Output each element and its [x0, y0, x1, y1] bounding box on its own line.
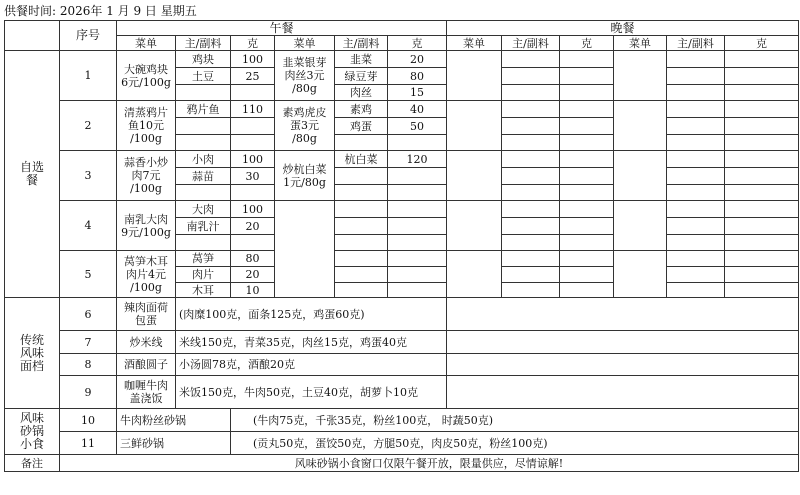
dinner-dish-cell [614, 51, 667, 101]
ingredient-name: 蒜苗 [176, 168, 231, 185]
gram-header: 克 [560, 36, 614, 51]
dinner-ingredient-cell [667, 185, 725, 201]
dinner-dish-cell [447, 151, 502, 201]
ingredient-name: 鸡蛋 [335, 118, 388, 135]
ingredient-grams [231, 118, 275, 135]
dinner-ingredient-cell [502, 51, 560, 68]
dish-name: 炒杭白菜 1元/80g [275, 151, 335, 201]
item-number: 6 [60, 298, 117, 331]
dinner-ingredient-cell [502, 251, 560, 267]
dish-description: (肉糜100克，面条125克，鸡蛋60克) [176, 298, 447, 331]
item-number: 8 [60, 354, 117, 376]
ingredient-name [335, 267, 388, 283]
dinner-gram-cell [560, 235, 614, 251]
dish-header: 菜单 [275, 36, 335, 51]
dinner-gram-cell [560, 68, 614, 85]
dish-description: 米饭150克，牛肉50克，土豆40克，胡萝卜10克 [176, 376, 447, 409]
dish-name: 素鸡虎皮 蛋3元 /80g [275, 101, 335, 151]
section-label-zixuan: 自选 餐 [5, 51, 60, 298]
ingredient-name: 韭菜 [335, 51, 388, 68]
dish-name: 蒜香小炒 肉7元 /100g [117, 151, 176, 201]
ingredient-grams: 20 [231, 218, 275, 235]
ingredient-name: 肉片 [176, 267, 231, 283]
dish-header: 菜单 [117, 36, 176, 51]
item-number: 9 [60, 376, 117, 409]
main-side-header: 主/副料 [667, 36, 725, 51]
ingredient-name: 土豆 [176, 68, 231, 85]
dinner-ingredient-cell [502, 85, 560, 101]
ingredient-name: 肉丝 [335, 85, 388, 101]
dinner-ingredient-cell [667, 283, 725, 298]
ingredient-grams: 20 [231, 267, 275, 283]
ingredient-grams: 50 [388, 118, 447, 135]
ingredient-name [335, 185, 388, 201]
item-number: 4 [60, 201, 117, 251]
ingredient-grams: 120 [388, 151, 447, 168]
gram-header: 克 [388, 36, 447, 51]
remark-text: 风味砂锅小食窗口仅限午餐开放，限量供应，尽情谅解! [60, 455, 799, 472]
dinner-gram-cell [725, 251, 799, 267]
menu-table [4, 20, 799, 472]
ingredient-name: 鸦片鱼 [176, 101, 231, 118]
dinner-dish-cell [614, 201, 667, 251]
dinner-ingredient-cell [667, 168, 725, 185]
dinner-dish-cell [447, 201, 502, 251]
ingredient-name [335, 168, 388, 185]
ingredient-grams: 100 [231, 201, 275, 218]
dinner-gram-cell [560, 135, 614, 151]
dinner-ingredient-cell [502, 218, 560, 235]
dinner-ingredient-cell [667, 235, 725, 251]
dinner-ingredient-cell [502, 235, 560, 251]
dish-name: 莴笋木耳 肉片4元 /100g [117, 251, 176, 298]
dinner-gram-cell [560, 51, 614, 68]
dinner-ingredient-cell [502, 68, 560, 85]
item-number: 3 [60, 151, 117, 201]
ingredient-name [335, 235, 388, 251]
dinner-gram-cell [725, 218, 799, 235]
seq-header: 序号 [60, 21, 117, 51]
dinner-ingredient-cell [667, 101, 725, 118]
dinner-ingredient-cell [502, 101, 560, 118]
empty-cell [447, 376, 799, 409]
dinner-ingredient-cell [502, 185, 560, 201]
dinner-gram-cell [725, 51, 799, 68]
empty-cell [447, 354, 799, 376]
item-number: 7 [60, 331, 117, 354]
dinner-gram-cell [560, 168, 614, 185]
ingredient-grams: 10 [231, 283, 275, 298]
item-number: 11 [60, 432, 117, 455]
ingredient-name [176, 118, 231, 135]
dinner-ingredient-cell [502, 267, 560, 283]
dinner-ingredient-cell [667, 251, 725, 267]
dinner-gram-cell [560, 251, 614, 267]
dinner-gram-cell [560, 201, 614, 218]
ingredient-name [335, 283, 388, 298]
ingredient-grams [388, 235, 447, 251]
ingredient-grams: 100 [231, 151, 275, 168]
dinner-dish-cell [614, 101, 667, 151]
dinner-gram-cell [725, 235, 799, 251]
ingredient-grams [388, 267, 447, 283]
dinner-gram-cell [725, 267, 799, 283]
dish-name: 韭菜银芽 肉丝3元 /80g [275, 51, 335, 101]
dinner-header: 晚餐 [447, 21, 799, 36]
ingredient-name: 素鸡 [335, 101, 388, 118]
ingredient-grams: 15 [388, 85, 447, 101]
item-number: 10 [60, 409, 117, 432]
lunch-header: 午餐 [117, 21, 447, 36]
dinner-dish-cell [447, 101, 502, 151]
ingredient-grams [231, 135, 275, 151]
ingredient-name [176, 85, 231, 101]
ingredient-grams: 30 [231, 168, 275, 185]
dish-header: 菜单 [447, 36, 502, 51]
ingredient-grams [388, 283, 447, 298]
main-side-header: 主/副料 [502, 36, 560, 51]
dish-name: 牛肉粉丝砂锅 [117, 409, 231, 432]
dinner-dish-cell [614, 151, 667, 201]
ingredient-name: 鸡块 [176, 51, 231, 68]
ingredient-name: 杭白菜 [335, 151, 388, 168]
dish-description: (贡丸50克，蛋饺50克，方腿50克，肉皮50克，粉丝100克) [231, 432, 799, 455]
dinner-gram-cell [725, 85, 799, 101]
dinner-ingredient-cell [667, 135, 725, 151]
ingredient-grams [231, 235, 275, 251]
ingredient-grams: 40 [388, 101, 447, 118]
gram-header: 克 [231, 36, 275, 51]
dinner-ingredient-cell [667, 51, 725, 68]
dinner-gram-cell [725, 201, 799, 218]
serving-date: 供餐时间: 2026年 1 月 9 日 星期五 [4, 4, 197, 18]
dinner-gram-cell [560, 283, 614, 298]
dish-name: 酒酿圆子 [117, 354, 176, 376]
remark-label: 备注 [5, 455, 60, 472]
dinner-gram-cell [560, 118, 614, 135]
dish-header: 菜单 [614, 36, 667, 51]
dinner-gram-cell [725, 101, 799, 118]
empty-cell [275, 201, 335, 298]
dinner-gram-cell [560, 185, 614, 201]
dinner-ingredient-cell [667, 201, 725, 218]
dinner-gram-cell [725, 68, 799, 85]
dinner-dish-cell [614, 251, 667, 298]
ingredient-name: 小肉 [176, 151, 231, 168]
ingredient-grams [231, 185, 275, 201]
ingredient-grams [388, 201, 447, 218]
ingredient-grams [388, 135, 447, 151]
dinner-ingredient-cell [502, 151, 560, 168]
dinner-dish-cell [447, 251, 502, 298]
ingredient-grams [388, 185, 447, 201]
item-number: 5 [60, 251, 117, 298]
main-side-header: 主/副料 [335, 36, 388, 51]
dinner-gram-cell [560, 85, 614, 101]
dinner-gram-cell [560, 101, 614, 118]
ingredient-name [335, 251, 388, 267]
dinner-ingredient-cell [502, 283, 560, 298]
ingredient-grams [231, 85, 275, 101]
ingredient-name: 南乳汁 [176, 218, 231, 235]
ingredient-name: 绿豆芽 [335, 68, 388, 85]
corner-cell [5, 21, 60, 51]
ingredient-name: 大肉 [176, 201, 231, 218]
dinner-gram-cell [560, 151, 614, 168]
ingredient-name [335, 135, 388, 151]
dish-name: 南乳大肉 9元/100g [117, 201, 176, 251]
ingredient-grams: 80 [388, 68, 447, 85]
ingredient-name [176, 135, 231, 151]
dish-name: 炒米线 [117, 331, 176, 354]
ingredient-grams: 20 [388, 51, 447, 68]
dinner-ingredient-cell [502, 168, 560, 185]
dish-description: 小汤圆78克，酒酿20克 [176, 354, 447, 376]
dinner-gram-cell [725, 185, 799, 201]
dish-name: 辣肉面荷 包蛋 [117, 298, 176, 331]
ingredient-grams [388, 218, 447, 235]
ingredient-name [176, 185, 231, 201]
dinner-ingredient-cell [502, 135, 560, 151]
gram-header: 克 [725, 36, 799, 51]
dish-name: 三鲜砂锅 [117, 432, 231, 455]
dish-name: 清蒸鸦片 鱼10元 /100g [117, 101, 176, 151]
ingredient-grams: 25 [231, 68, 275, 85]
dinner-ingredient-cell [502, 201, 560, 218]
ingredient-name [335, 201, 388, 218]
dinner-gram-cell [725, 135, 799, 151]
dinner-ingredient-cell [667, 267, 725, 283]
ingredient-grams [388, 168, 447, 185]
ingredient-grams [388, 251, 447, 267]
dish-name: 咖喱牛肉 盖浇饭 [117, 376, 176, 409]
dinner-ingredient-cell [667, 68, 725, 85]
ingredient-name [176, 235, 231, 251]
empty-cell [447, 331, 799, 354]
dinner-ingredient-cell [667, 118, 725, 135]
dinner-ingredient-cell [667, 151, 725, 168]
dinner-ingredient-cell [667, 218, 725, 235]
dinner-ingredient-cell [502, 118, 560, 135]
ingredient-name [335, 218, 388, 235]
ingredient-grams: 80 [231, 251, 275, 267]
section-label-casserole: 风味 砂锅 小食 [5, 409, 60, 455]
dinner-gram-cell [725, 168, 799, 185]
dinner-dish-cell [447, 51, 502, 101]
main-side-header: 主/副料 [176, 36, 231, 51]
ingredient-name: 莴笋 [176, 251, 231, 267]
item-number: 2 [60, 101, 117, 151]
section-label-noodles: 传统 风味 面档 [5, 298, 60, 409]
ingredient-grams: 110 [231, 101, 275, 118]
dinner-gram-cell [560, 218, 614, 235]
dinner-gram-cell [725, 151, 799, 168]
empty-cell [447, 298, 799, 331]
ingredient-grams: 100 [231, 51, 275, 68]
dinner-ingredient-cell [667, 85, 725, 101]
dinner-gram-cell [725, 283, 799, 298]
ingredient-name: 木耳 [176, 283, 231, 298]
dish-name: 大碗鸡块 6元/100g [117, 51, 176, 101]
dish-description: 米线150克，青菜35克，肉丝15克，鸡蛋40克 [176, 331, 447, 354]
item-number: 1 [60, 51, 117, 101]
dish-description: (牛肉75克，千张35克，粉丝100克， 时蔬50克) [231, 409, 799, 432]
dinner-gram-cell [560, 267, 614, 283]
dinner-gram-cell [725, 118, 799, 135]
